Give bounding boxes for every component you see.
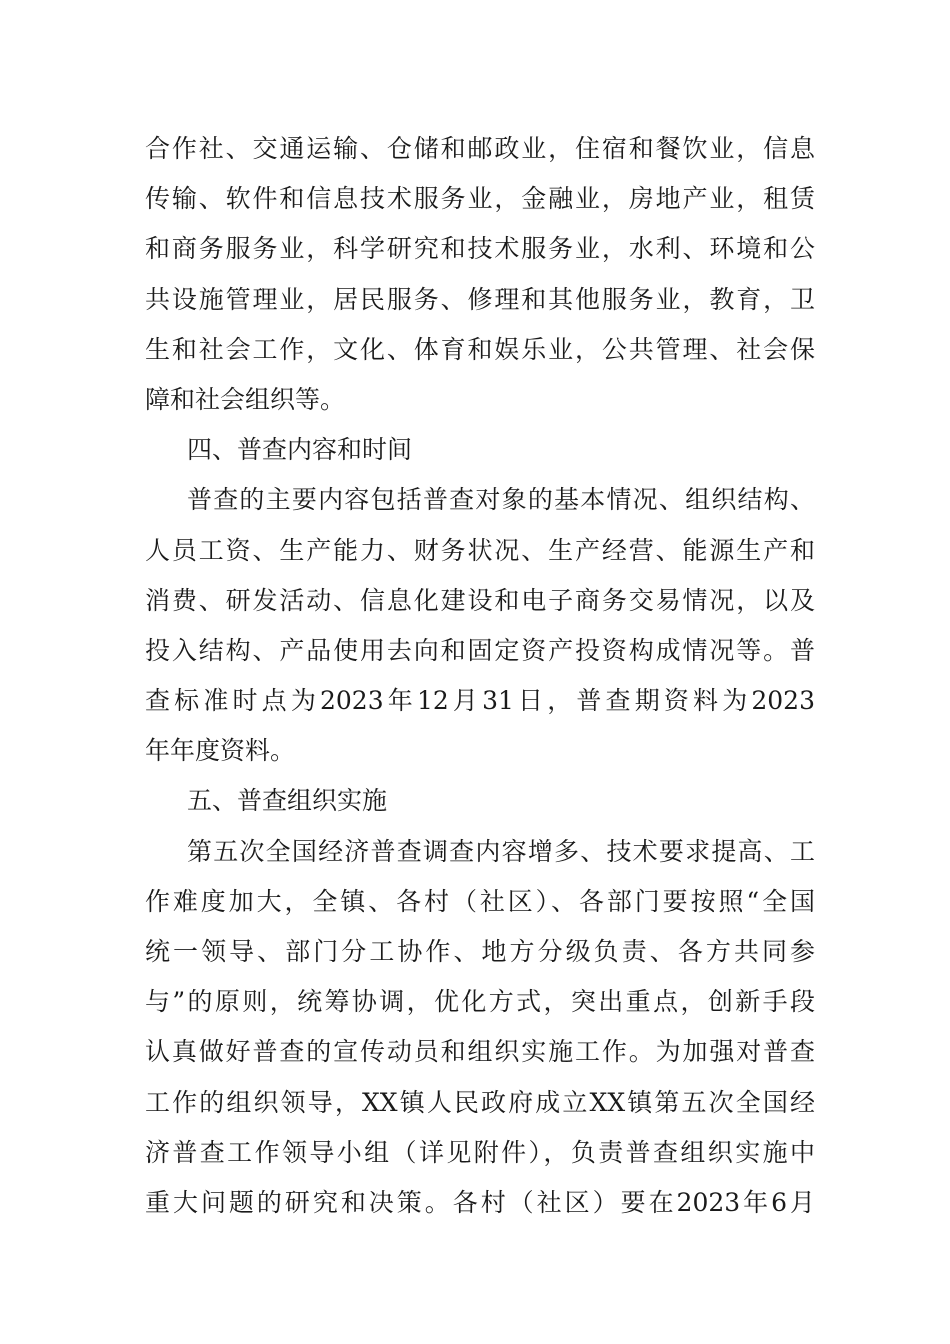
text-line: 普查的主要内容包括普查对象的基本情况、组织结构、 — [187, 485, 815, 515]
text-line: 查标准时点为2023年12月31日，普查期资料为2023 — [145, 686, 815, 716]
text-line: 工作的组织领导，XX镇人民政府成立XX镇第五次全国经 — [145, 1087, 815, 1117]
text-line: 人员工资、生产能力、财务状况、生产经营、能源生产和 — [145, 535, 815, 565]
section-heading: 五、普查组织实施 — [187, 786, 388, 816]
text-line: 作难度加大，全镇、各村（社区）、各部门要按照“全国 — [145, 886, 815, 916]
text-line: 投入结构、产品使用去向和固定资产投资构成情况等。普 — [145, 635, 815, 665]
text-line: 重大问题的研究和决策。各村（社区）要在2023年6月 — [145, 1187, 815, 1217]
section-heading: 四、普查内容和时间 — [187, 435, 413, 465]
text-line: 和商务服务业，科学研究和技术服务业，水利、环境和公 — [145, 234, 815, 264]
text-line: 障和社会组织等。 — [145, 384, 346, 414]
text-line: 济普查工作领导小组（详见附件），负责普查组织实施中 — [145, 1137, 815, 1167]
text-line: 第五次全国经济普查调查内容增多、技术要求提高、工 — [187, 836, 815, 866]
text-line: 生和社会工作，文化、体育和娱乐业，公共管理、社会保 — [145, 334, 815, 364]
text-line: 合作社、交通运输、仓储和邮政业，住宿和餐饮业，信息 — [145, 134, 815, 163]
body-text — [145, 124, 815, 1228]
text-line: 统一领导、部门分工协作、地方分级负责、各方共同参 — [145, 937, 815, 966]
text-line: 消费、研发活动、信息化建设和电子商务交易情况，以及 — [145, 585, 815, 615]
text-line: 与”的原则，统筹协调，优化方式，突出重点，创新手段 — [145, 987, 815, 1017]
text-line: 传输、软件和信息技术服务业，金融业，房地产业，租赁 — [145, 184, 815, 214]
text-line: 认真做好普查的宣传动员和组织实施工作。为加强对普查 — [145, 1037, 815, 1067]
text-line: 共设施管理业，居民服务、修理和其他服务业，教育，卫 — [145, 284, 815, 314]
text-line: 年年度资料。 — [145, 736, 296, 766]
